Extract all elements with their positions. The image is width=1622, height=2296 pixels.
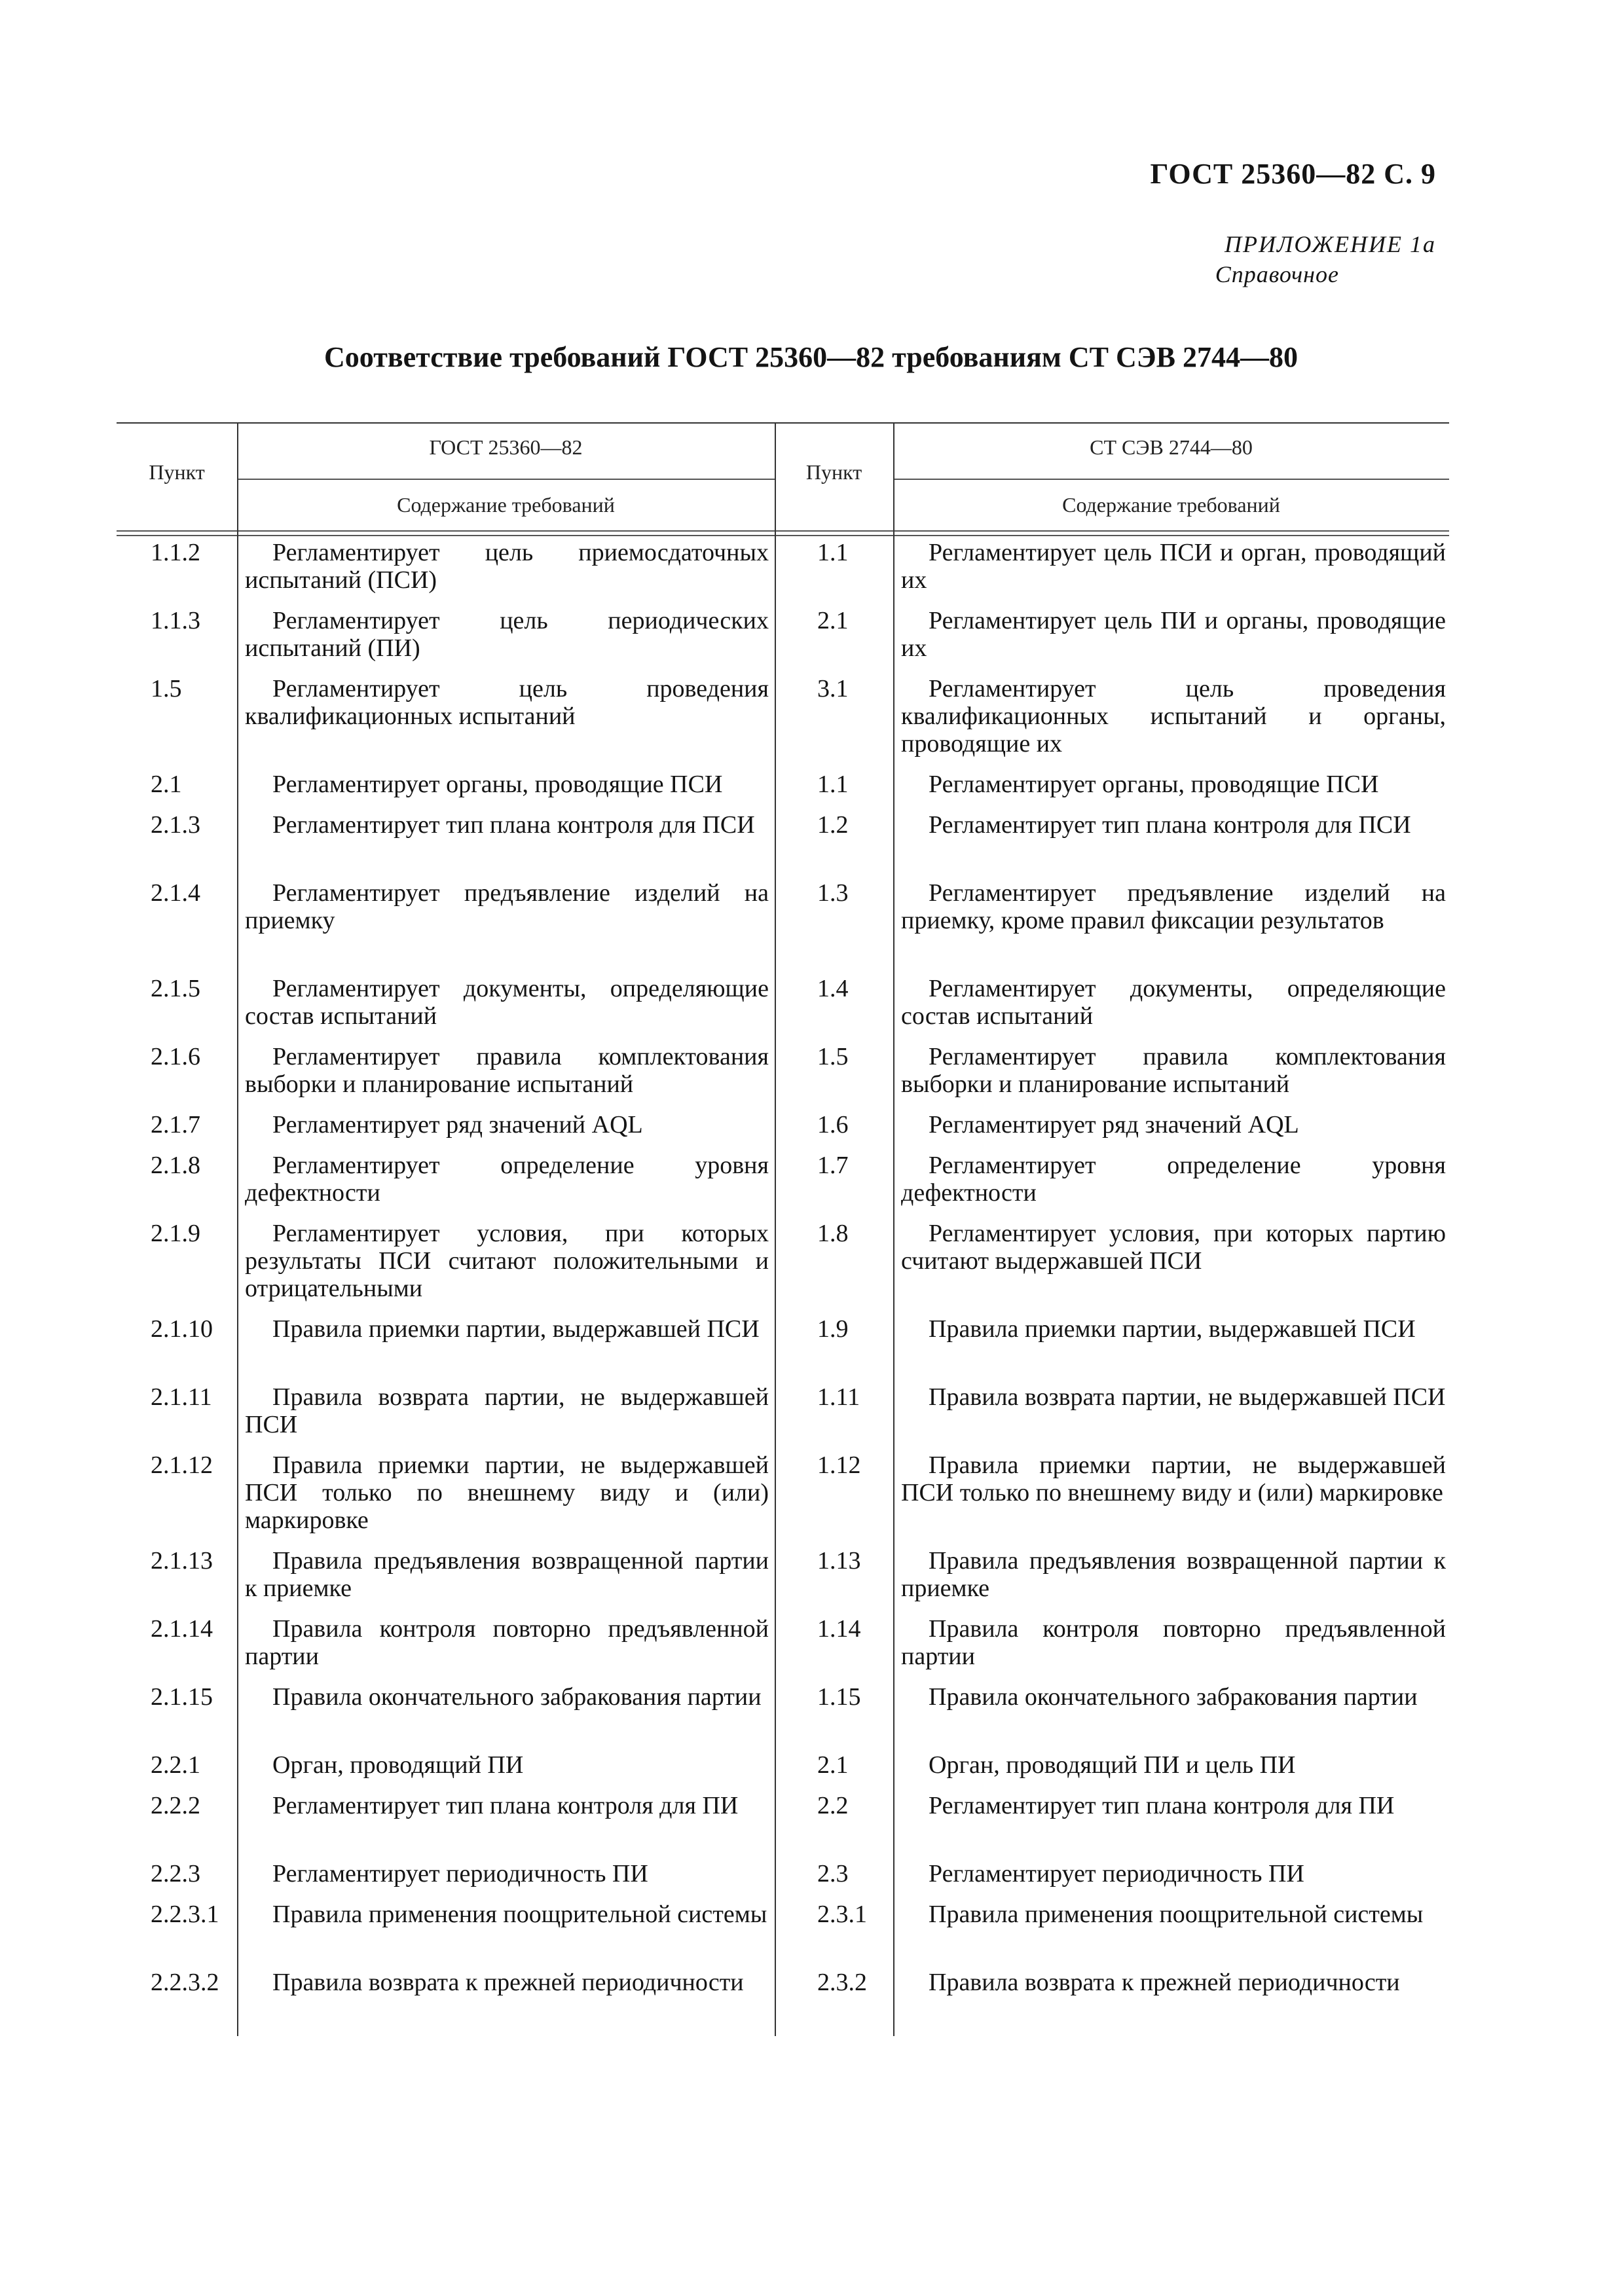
left-requirement-text: Правила предъявления возвращенной партии к приемке — [245, 1547, 769, 1602]
right-requirement-text: Регламентирует тип плана контроля для ПИ — [929, 1792, 1395, 1819]
left-requirement-text: Регламентирует цель периодических испытаний (ПИ) — [245, 607, 769, 662]
left-clause-number: 1.1.3 — [151, 607, 200, 634]
right-requirement-text: Регламентирует органы, проводящие ПСИ — [929, 771, 1379, 798]
left-clause-number: 2.1.8 — [151, 1152, 200, 1179]
right-clause-number: 2.2 — [817, 1792, 849, 1819]
right-requirement-text: Регламентирует предъявление изделий на приемку, кроме правил фиксации результатов — [901, 879, 1446, 934]
right-requirement-text: Орган, проводящий ПИ и цель ПИ — [929, 1751, 1296, 1779]
right-clause-number: 1.4 — [817, 975, 849, 1002]
right-clause-number: 1.1 — [817, 539, 849, 566]
right-clause-number: 2.1 — [817, 607, 849, 634]
right-clause-number: 1.13 — [817, 1547, 861, 1575]
right-requirement-text: Регламентирует цель ПИ и органы, проводящие их — [901, 607, 1446, 662]
left-requirement-text: Регламентирует предъявление изделий на приемку — [245, 879, 769, 934]
document-title: Соответствие требований ГОСТ 25360—82 требованиям СТ СЭВ 2744—80 — [324, 341, 1298, 373]
right-clause-number: 1.1 — [817, 771, 849, 798]
column-divider — [237, 422, 238, 2036]
right-clause-number: 1.15 — [817, 1683, 861, 1711]
left-requirement-text: Правила возврата к прежней периодичности — [272, 1969, 744, 1996]
left-clause-number: 2.1.12 — [151, 1451, 213, 1479]
left-requirement-text: Правила окончательного забракования партии — [272, 1683, 762, 1711]
left-requirement-text: Орган, проводящий ПИ — [272, 1751, 524, 1779]
left-requirement-text: Регламентирует определение уровня дефектности — [245, 1152, 769, 1207]
right-header-rule — [893, 479, 1449, 480]
right-clause-number: 1.9 — [817, 1315, 849, 1343]
left-requirement-text: Правила контроля повторно предъявленной партии — [245, 1615, 769, 1670]
right-requirement-text: Правила окончательного забракования партии — [929, 1683, 1418, 1711]
header-punkt-right: Пункт — [805, 460, 862, 484]
right-clause-number: 1.6 — [817, 1111, 849, 1139]
right-requirement-text: Правила применения поощрительной системы — [929, 1901, 1424, 1928]
header-std-right: СТ СЭВ 2744—80 — [1090, 435, 1253, 459]
left-requirement-text: Правила возврата партии, не выдержавшей ПСИ — [245, 1383, 769, 1438]
right-requirement-text: Регламентирует условия, при которых партию считают выдержавшей ПСИ — [901, 1220, 1446, 1275]
left-clause-number: 2.1 — [151, 771, 182, 798]
left-clause-number: 2.1.10 — [151, 1315, 213, 1343]
left-requirement-text: Регламентирует правила комплектования выборки и планирование испытаний — [245, 1043, 769, 1098]
right-requirement-text: Правила предъявления возвращенной партии к приемке — [901, 1547, 1446, 1602]
left-clause-number: 2.1.4 — [151, 879, 200, 907]
header-content-left: Содержание требований — [397, 493, 615, 517]
left-requirement-text: Регламентирует тип плана контроля для ПСИ — [272, 811, 755, 839]
column-divider — [893, 422, 894, 2036]
right-clause-number: 2.3 — [817, 1860, 849, 1887]
left-clause-number: 2.2.3 — [151, 1860, 200, 1887]
left-clause-number: 2.1.15 — [151, 1683, 213, 1711]
right-requirement-text: Регламентирует документы, определяющие состав испытаний — [901, 975, 1446, 1030]
left-clause-number: 2.1.11 — [151, 1383, 212, 1411]
left-requirement-text: Регламентирует цель приемосдаточных испытаний (ПСИ) — [245, 539, 769, 594]
column-divider — [775, 422, 776, 2036]
right-clause-number: 1.14 — [817, 1615, 861, 1643]
left-clause-number: 2.1.7 — [151, 1111, 200, 1139]
left-requirement-text: Регламентирует органы, проводящие ПСИ — [272, 771, 723, 798]
right-requirement-text: Регламентирует тип плана контроля для ПСИ — [929, 811, 1411, 839]
right-clause-number: 1.3 — [817, 879, 849, 907]
left-requirement-text: Правила приемки партии, не выдержавшей ПСИ только по внешнему виду и (или) маркировке — [245, 1451, 769, 1534]
left-clause-number: 2.2.3.1 — [151, 1901, 219, 1928]
right-clause-number: 1.5 — [817, 1043, 849, 1070]
right-requirement-text: Правила приемки партии, выдержавшей ПСИ — [929, 1315, 1416, 1343]
right-clause-number: 1.7 — [817, 1152, 849, 1179]
right-clause-number: 3.1 — [817, 675, 849, 702]
right-clause-number: 1.2 — [817, 811, 849, 839]
left-requirement-text: Правила применения поощрительной системы — [272, 1901, 767, 1928]
header-std-left: ГОСТ 25360—82 — [429, 435, 583, 459]
right-requirement-text: Правила контроля повторно предъявленной партии — [901, 1615, 1446, 1670]
right-requirement-text: Регламентирует правила комплектования выборки и планирование испытаний — [901, 1043, 1446, 1098]
right-clause-number: 2.3.2 — [817, 1969, 867, 1996]
right-clause-number: 1.11 — [817, 1383, 860, 1411]
left-requirement-text: Регламентирует тип плана контроля для ПИ — [272, 1792, 739, 1819]
left-clause-number: 2.2.2 — [151, 1792, 200, 1819]
left-clause-number: 1.1.2 — [151, 539, 200, 566]
left-clause-number: 2.2.1 — [151, 1751, 200, 1779]
left-clause-number: 2.1.14 — [151, 1615, 213, 1643]
left-clause-number: 2.1.9 — [151, 1220, 200, 1247]
left-clause-number: 2.1.5 — [151, 975, 200, 1002]
right-requirement-text: Регламентирует цель ПСИ и орган, проводящий их — [901, 539, 1446, 594]
right-requirement-text: Правила возврата к прежней периодичности — [929, 1969, 1400, 1996]
appendix-title: ПРИЛОЖЕНИЕ 1а — [1225, 231, 1436, 257]
left-requirement-text: Регламентирует цель проведения квалификационных испытаний — [245, 675, 769, 730]
left-clause-number: 2.2.3.2 — [151, 1969, 219, 1996]
right-clause-number: 2.1 — [817, 1751, 849, 1779]
right-requirement-text: Регламентирует ряд значений AQL — [929, 1111, 1299, 1139]
left-clause-number: 2.1.3 — [151, 811, 200, 839]
table-top-rule — [117, 422, 1449, 424]
page-header: ГОСТ 25360—82 С. 9 — [1150, 158, 1436, 190]
header-content-right: Содержание требований — [1062, 493, 1280, 517]
right-requirement-text: Правила приемки партии, не выдержавшей ПСИ только по внешнему виду и (или) маркировке — [901, 1451, 1446, 1506]
right-clause-number: 1.12 — [817, 1451, 861, 1479]
appendix-subtitle: Справочное — [1215, 261, 1339, 287]
right-clause-number: 1.8 — [817, 1220, 849, 1247]
right-requirement-text: Регламентирует определение уровня дефектности — [901, 1152, 1446, 1207]
left-requirement-text: Регламентирует документы, определяющие состав испытаний — [245, 975, 769, 1030]
left-clause-number: 2.1.13 — [151, 1547, 213, 1575]
right-requirement-text: Правила возврата партии, не выдержавшей ПСИ — [929, 1383, 1446, 1411]
right-requirement-text: Регламентирует цель проведения квалификационных испытаний и органы, проводящие их — [901, 675, 1446, 757]
header-double-rule — [117, 530, 1449, 536]
left-header-rule — [237, 479, 775, 480]
left-clause-number: 1.5 — [151, 675, 182, 702]
left-requirement-text: Регламентирует условия, при которых результаты ПСИ считают положительными и отрицательными — [245, 1220, 769, 1302]
left-requirement-text: Регламентирует ряд значений AQL — [272, 1111, 643, 1139]
left-requirement-text: Регламентирует периодичность ПИ — [272, 1860, 648, 1887]
right-clause-number: 2.3.1 — [817, 1901, 867, 1928]
left-clause-number: 2.1.6 — [151, 1043, 200, 1070]
header-punkt-left: Пункт — [149, 460, 205, 484]
left-requirement-text: Правила приемки партии, выдержавшей ПСИ — [272, 1315, 760, 1343]
appendix-label — [1215, 229, 1436, 289]
right-requirement-text: Регламентирует периодичность ПИ — [929, 1860, 1304, 1887]
